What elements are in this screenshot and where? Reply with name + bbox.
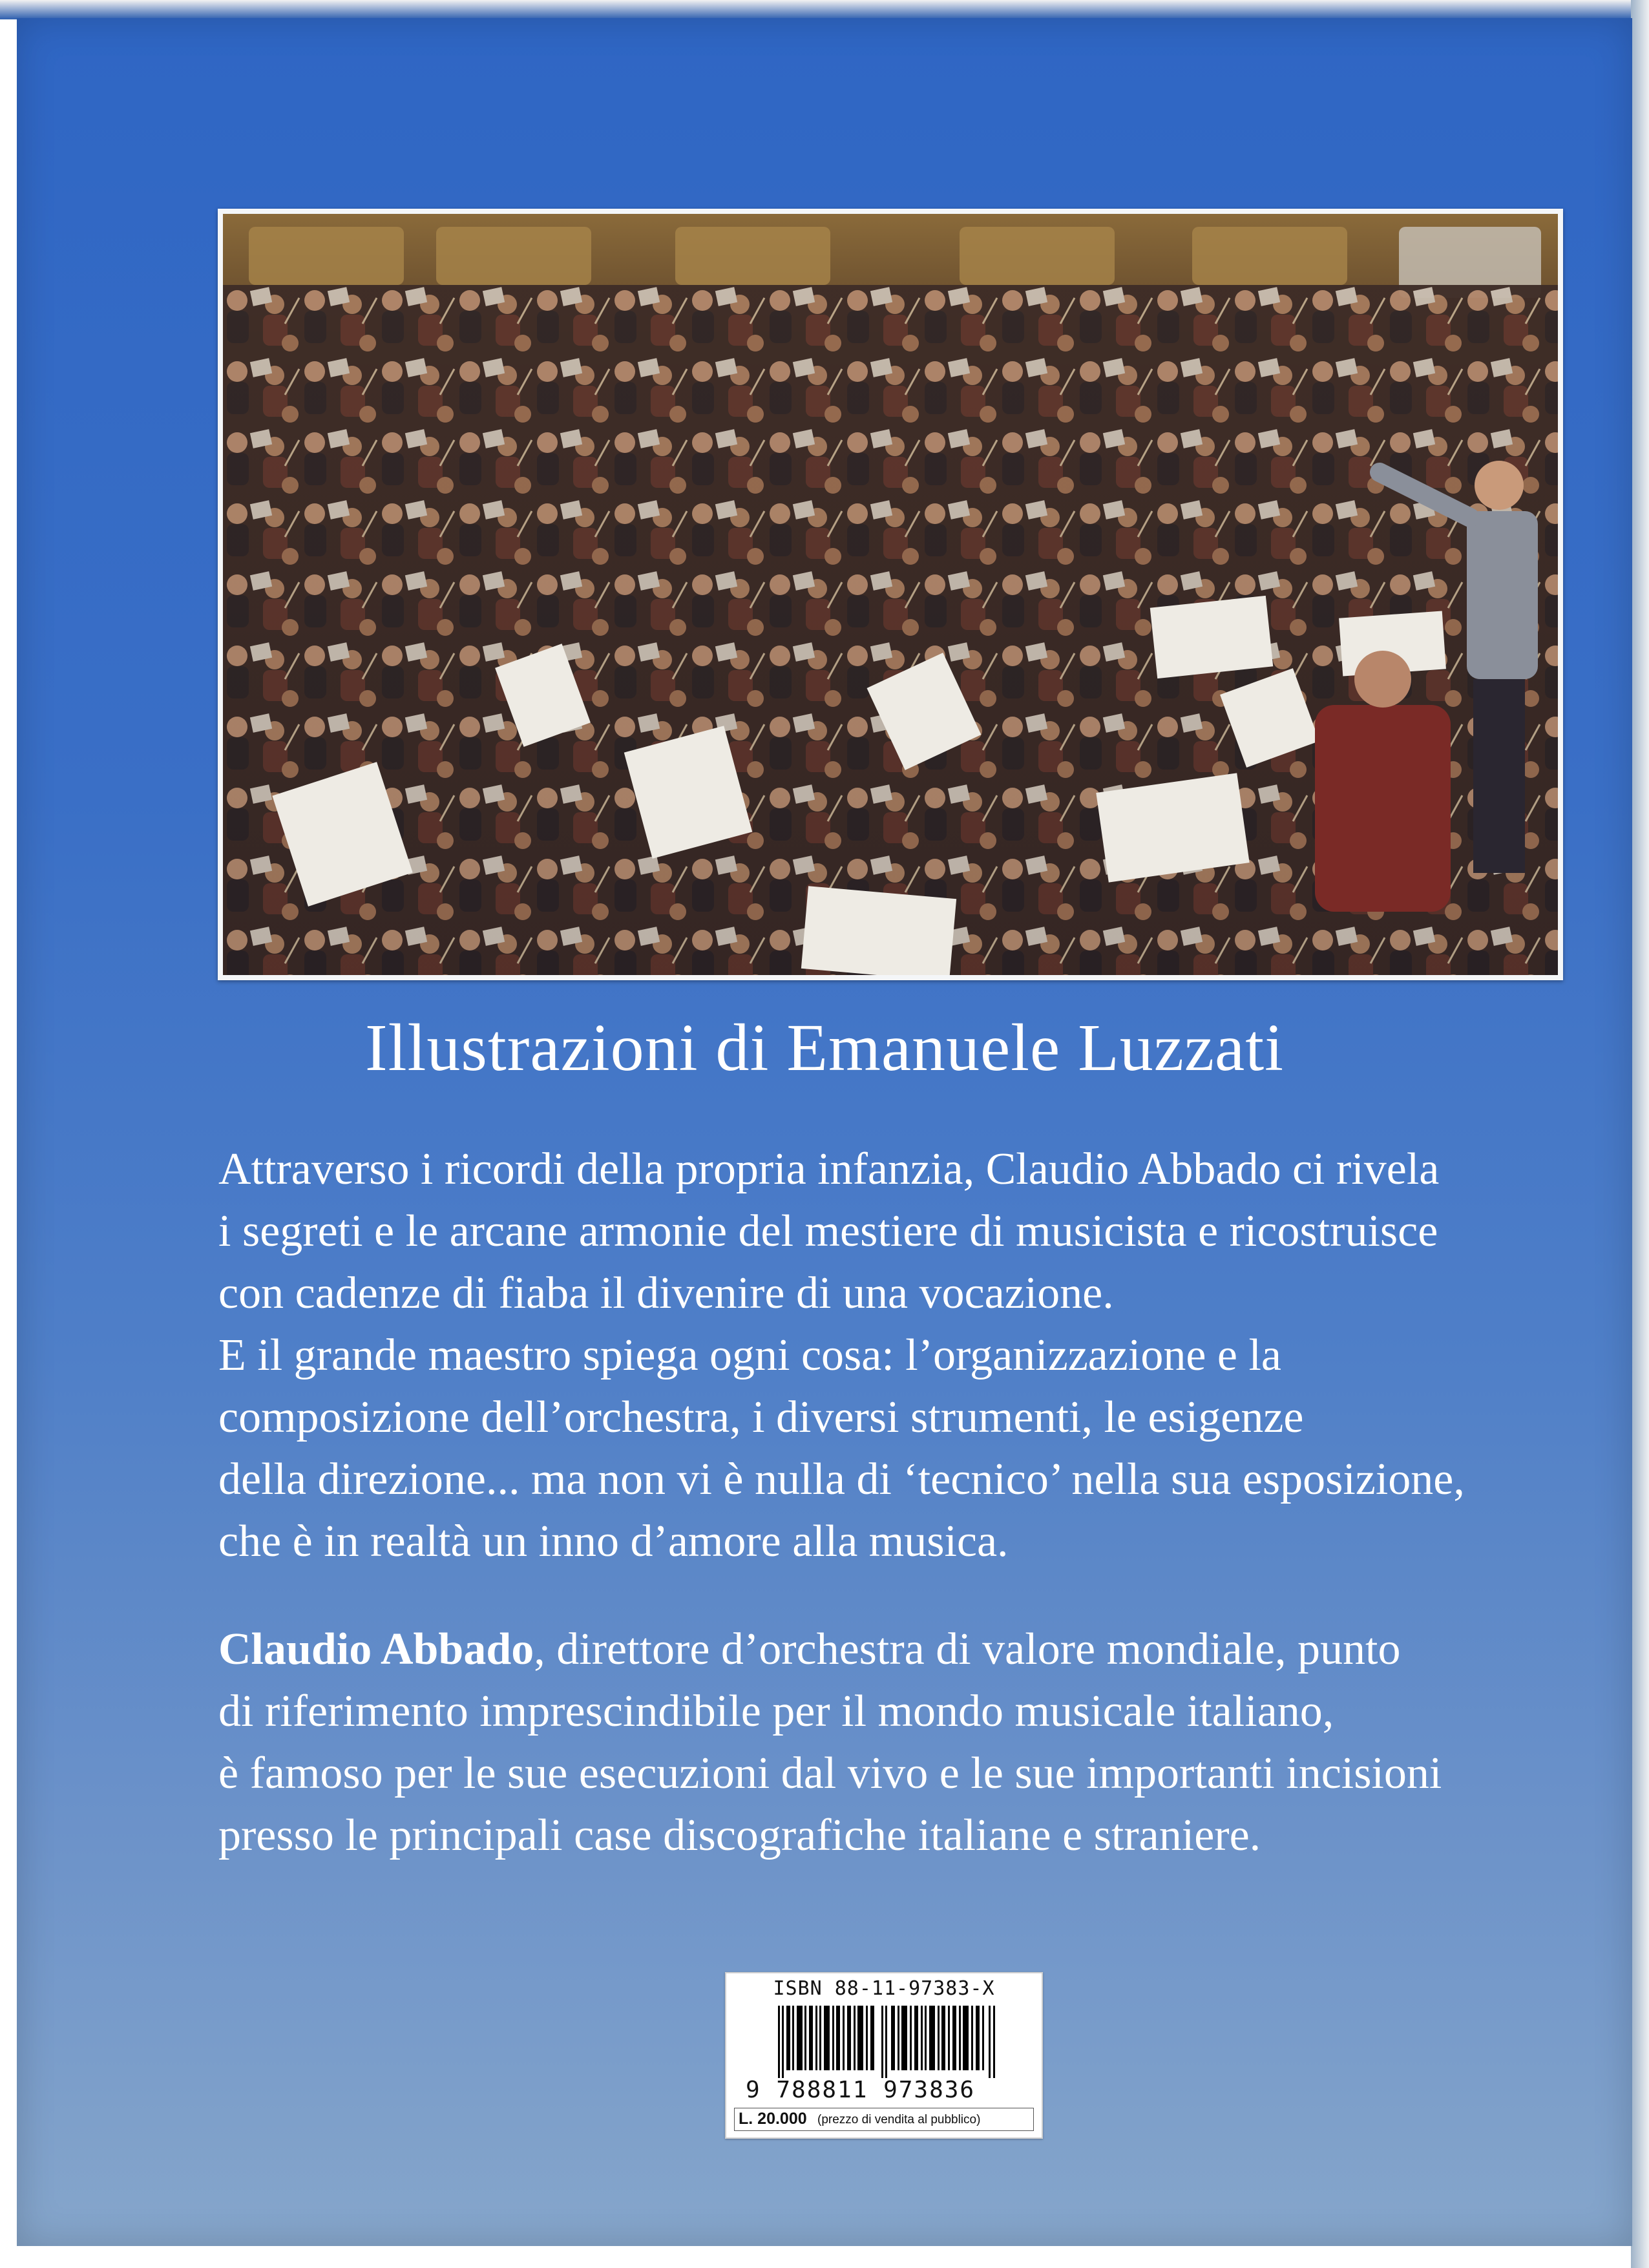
description-line: che è in realtà un inno d’amore alla musica.: [218, 1517, 1009, 1566]
author-bio-line: presso le principali case discografiche italiane e straniere.: [218, 1811, 1261, 1860]
orchestra-photo: [223, 214, 1558, 975]
photo-frame: [218, 209, 1563, 980]
price-box: [734, 2108, 1034, 2131]
author-bio-line: [218, 1619, 1575, 1681]
description-line: composizione dell’orchestra, i diversi strumenti, le esigenze: [218, 1392, 1304, 1442]
isbn-barcode-sticker: [725, 1972, 1043, 2139]
description-paragraph: [218, 1139, 1575, 1573]
author-bio-line1-rest: , direttore d’orchestra di valore mondiale, punto: [534, 1624, 1401, 1674]
isbn-number: ISBN 88-11-97383-X: [773, 1977, 995, 2000]
author-name: Claudio Abbado: [218, 1624, 534, 1674]
price-amount: L. 20.000: [739, 2110, 807, 2128]
description-line: E il grande maestro spiega ogni cosa: l’organizzazione e la: [218, 1330, 1281, 1380]
author-bio-line: di riferimento imprescindibile per il mondo musicale italiano,: [218, 1686, 1334, 1736]
page-right-edge: [1631, 0, 1649, 2268]
orchestra-photo-image: [223, 214, 1558, 975]
illustrations-credit: Illustrazioni di Emanuele Luzzati: [364, 1011, 1285, 1085]
description-line: i segreti e le arcane armonie del mestiere di musicista e ricostruisce: [218, 1206, 1438, 1256]
description-line: Attraverso i ricordi della propria infanzia, Claudio Abbado ci rivela: [218, 1144, 1440, 1194]
barcode-digits: 9 788811 973836: [746, 2077, 976, 2103]
price-note: (prezzo di vendita al pubblico): [817, 2113, 981, 2126]
page-top-edge: [0, 0, 1649, 19]
description-line: della direzione... ma non vi è nulla di ‘tecnico’ nella sua esposizione,: [218, 1454, 1465, 1504]
description-line: con cadenze di fiaba il divenire di una vocazione.: [218, 1268, 1114, 1318]
barcode-icon: [778, 2006, 998, 2078]
author-bio-paragraph: [218, 1619, 1575, 1867]
author-bio-line: è famoso per le sue esecuzioni dal vivo e le sue importanti incisioni: [218, 1748, 1442, 1798]
